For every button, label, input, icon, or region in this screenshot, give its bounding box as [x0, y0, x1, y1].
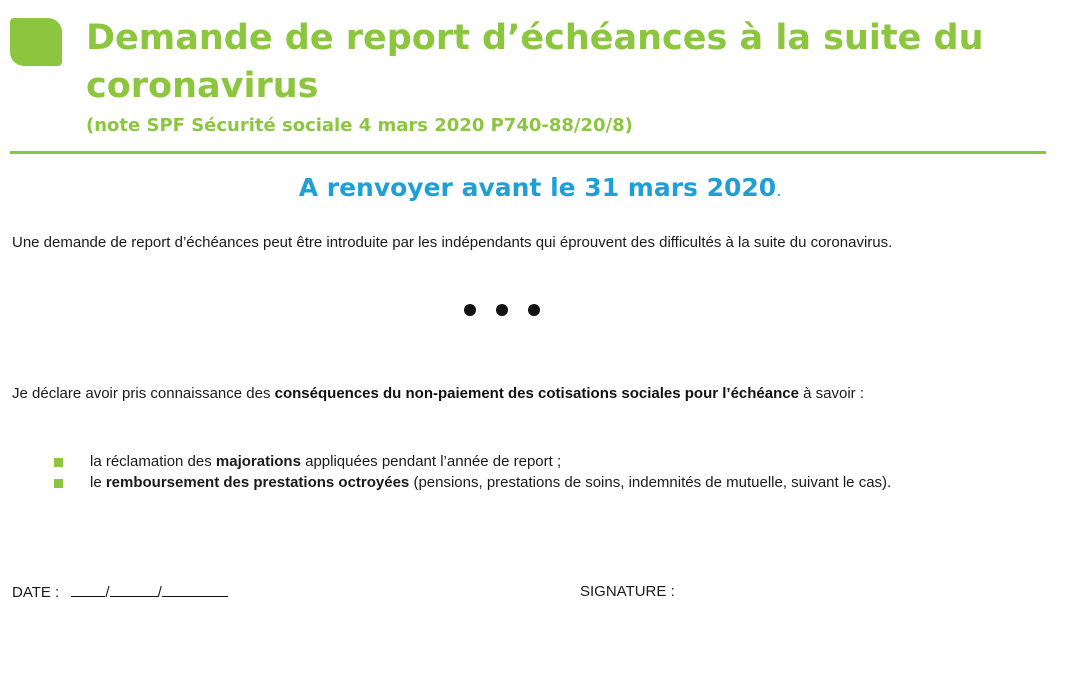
consequences-list — [54, 452, 1064, 494]
declaration-paragraph — [12, 384, 1062, 404]
date-field[interactable] — [12, 582, 228, 603]
deadline-notice — [0, 170, 1080, 209]
item-bold: remboursement des prestations octroyées — [105, 474, 410, 491]
separator-dot — [496, 304, 508, 316]
item-prefix: la réclamation des — [90, 453, 216, 470]
date-month-blank[interactable] — [110, 582, 158, 597]
date-label: DATE : — [12, 584, 60, 601]
page-title: Demande de report d’échéances à la suite du coronavirus — [86, 18, 984, 106]
signature-field[interactable] — [580, 582, 675, 602]
date-separator: / — [105, 584, 110, 601]
header-divider — [10, 151, 1046, 154]
separator-dot — [464, 304, 476, 316]
brand-logo-block — [10, 18, 62, 66]
declaration-suffix: à savoir : — [798, 385, 864, 402]
item-bold: majorations — [215, 453, 301, 470]
item-suffix: (pensions, prestations de soins, indemnités de mutuelle, suivant le cas). — [409, 474, 892, 491]
declaration-prefix: Je déclare avoir pris connaissance des — [12, 385, 275, 402]
list-item-text — [90, 452, 1064, 472]
date-day-blank[interactable] — [71, 582, 105, 597]
list-item — [54, 473, 1064, 493]
deadline-suffix: . — [776, 181, 782, 200]
date-year-blank[interactable] — [162, 582, 228, 597]
page-subtitle: (note SPF Sécurité sociale 4 mars 2020 P740-88/20/8) — [86, 115, 633, 136]
ellipsis-separator — [464, 304, 554, 318]
item-prefix: le — [90, 474, 106, 491]
list-item — [54, 452, 1064, 472]
declaration-bold: conséquences du non-paiement des cotisations sociales pour l’échéance — [274, 385, 799, 402]
signature-label: SIGNATURE : — [580, 583, 675, 600]
date-separator: / — [157, 584, 162, 601]
item-suffix: appliquées pendant l’année de report ; — [300, 453, 562, 470]
square-bullet-icon — [54, 479, 63, 488]
square-bullet-icon — [54, 458, 63, 467]
separator-dot — [528, 304, 540, 316]
deadline-text: A renvoyer avant le 31 mars 2020 — [298, 173, 777, 202]
list-item-text — [90, 473, 1064, 493]
intro-paragraph: Une demande de report d’échéances peut être introduite par les indépendants qui éprouvent des difficultés à la suite du coronavirus. — [12, 234, 893, 251]
